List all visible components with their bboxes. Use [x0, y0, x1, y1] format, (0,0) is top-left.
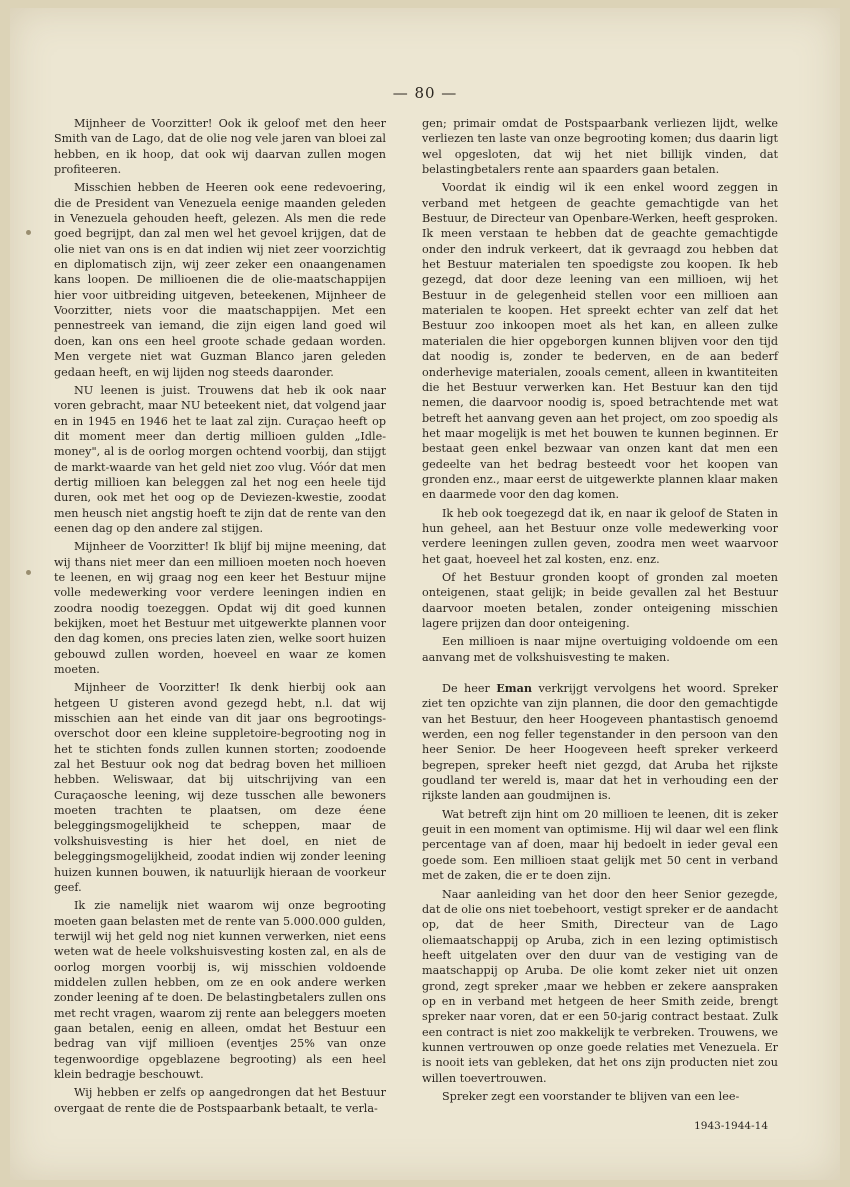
right-column: [422, 116, 778, 1107]
paragraph: Wat betreft zijn hint om 20 millioen te leenen, dit is zeker geuit in een moment van optimisme. Hij wil daar wel een flink percentage van af doen, maar hij bedoelt in ieder geval een goede som. Een millioen staat gelijk met 50 cent in verband met de zaken, die er te doen zijn.: [422, 807, 778, 883]
paragraph: Mijnheer de Voorzitter! Ook ik geloof met den heer Smith van de Lago, dat de olie nog vele jaren van bloei zal hebben, en ik hoop, dat ook wij daarvan zullen mogen profiteeren.: [54, 117, 386, 177]
paragraph: Spreker zegt een voorstander te blijven van een lee-: [442, 1089, 740, 1103]
punch-hole: [26, 570, 31, 575]
speaker-text: verkrijgt vervolgens het woord. Spreker ziet ten opzichte van zijn plannen, die door den gemachtigde van het Bestuur, den heer Hoogeveen phantastisch genoemd werden, een nog feller tegenstander in den persoon van den heer Senior. De heer Hoogeveen heeft spreker verkeerd begrepen, spreker heeft niet gezgd, dat Aruba het rijkste goudland ter wereld is, maar dat het in verhouding een der rijkste landen aan goudmijnen is.: [422, 682, 779, 803]
paragraph: Ik zie namelijk niet waarom wij onze begrooting moeten gaan belasten met de rente van 5.000.000 gulden, terwijl wij het geld nog niet kunnen verwerken, niet eens weten wat de heele volkshuisvesting kosten zal, en als de oorlog morgen voorbij is, wij misschien voldoende middelen zullen hebben, om ze en ook andere werken zonder leening af te doen. De belastingbetalers zullen ons met recht vragen, waarom zij rente aan beleggers moeten gaan betalen, eenig en alleen, omdat het Bestuur een bedrag van vijf millioen (eventjes 25% van onze tegenwoordige opgeblazene begrooting) als een heel klein bedragje beschouwt.: [54, 899, 386, 1081]
paragraph: Misschien hebben de Heeren ook eene redevoering, die de President van Venezuela eenige maanden geleden in Venezuela gehouden heeft, gelezen. Als men die rede goed begrijpt, dan zal men wel het gevoel krijgen, dat de olie niet van ons is en dat indien wij niet zeer voorzichtig en diplomatisch zijn, wij zeer zeker een onaangenamen kans loopen. De millioenen die de olie-maatschappijen hier voor uitbreiding uitgeven, beteekenen, Mijnheer de Voorzitter, niets voor die maatschappijen. Met een pennestreek van iemand, die zijn eigen land goed wil doen, kan ons een heel groote schade gedaan worden. Men vergete niet wat Guzman Blanco jaren geleden gedaan heeft, en wij lijden nog steeds daaronder.: [54, 181, 386, 379]
paragraph: Mijnheer de Voorzitter! Ik blijf bij mijne meening, dat wij thans niet meer dan een millioen moeten noch hoeven te leenen, en wij graag nog een keer het Bestuur mijne volle medewerking voor verdere leeningen indien en zoodra noodig toezeggen. Opdat wij dit goed kunnen bekijken, moet het Bestuur met uitgewerkte plannen voor den dag komen, ons precies laten zien, welke soort huizen gebouwd zullen worden, hoeveel en waar ze komen moeten.: [54, 540, 386, 677]
paragraph-continuation: gen; primair omdat de Postspaarbank verliezen lijdt, welke verliezen ten laste van onze begrooting komen; dus daarin ligt wel opgesloten, dat wij het niet billijk vinden, dat belastingbetalers rente aan spaarders gaan betalen.: [422, 117, 778, 177]
document-page: [10, 8, 840, 1180]
document-code: 1943-1944-14: [694, 1120, 768, 1132]
paragraph: Wij hebben er zelfs op aangedrongen dat het Bestuur overgaat de rente die de Postspaarbank betaalt, te verla-: [54, 1086, 386, 1115]
paragraph: Mijnheer de Voorzitter! Ik denk hierbij ook aan hetgeen U gisteren avond gezegd hebt, n.l. dat wij misschien aan het einde van dit jaar ons begrootings-overschot door een kleine suppletoire-begrooting nog in het te stichten fonds zullen kunnen storten; zoodoende zal het Bestuur ook nog dat bedrag boven het millioen hebben. Weliswaar, dat bij uitschrijving van een Curaçaosche leening, wij deze tusschen alle bewoners moeten trachten te plaatsen, om deze éene beleggingsmogelijkheid te scheppen, maar de volkshuisvesting is hier het doel, en niet de beleggingsmogelijkheid, zoodat indien wij zonder leening huizen kunnen bouwen, ik natuurlijk hieraan de voorkeur geef.: [54, 681, 386, 894]
paragraph: Ik heb ook toegezegd dat ik, en naar ik geloof de Staten in hun geheel, aan het Bestuur onze volle medewerking voor verdere leeningen zullen geven, zoodra men weet waarvoor het gaat, hoeveel het zal kosten, enz. enz.: [422, 506, 778, 566]
page-number: — 80 —: [392, 84, 458, 102]
speaker-name: Eman: [496, 681, 533, 696]
paragraph: Een millioen is naar mijne overtuiging voldoende om een aanvang met de volkshuisvesting te maken.: [422, 635, 778, 664]
paragraph: Voordat ik eindig wil ik een enkel woord zeggen in verband met hetgeen de geachte gemachtigde van het Bestuur, de Directeur van Openbare-Werken, heeft gesproken. Ik meen verstaan te hebben dat de geachte gemachtigde onder den indruk verkeert, dat ik gevraagd zou hebben dat het Bestuur materialen ten spoedigste zou koopen. Ik heb gezegd, dat door deze leening van een millioen, wij het Bestuur in de gelegenheid stellen voor een millioen aan materialen te koopen. Het spreekt echter van zelf dat het Bestuur zoo inkoopen moet als het kan, en alleen zulke materialen die hier opgeborgen kunnen blijven voor den tijd dat noodig is, zonder te bederven, en de aan bederf onderhevige materialen, zooals cement, alleen in kwantiteiten die het Bestuur verwerken kan. Het Bestuur kan den tijd nemen, die daarvoor noodig is, spoed betrachtende met wat betreft het aanvang geven aan het project, om zoo spoedig als het maar mogelijk is met het bouwen te kunnen beginnen. Er bestaat geen enkel bezwaar van onzen kant dat men een gedeelte van het bedrag besteedt voor het koopen van gronden enz., maar eerst de uitgewerkte plannen klaar maken en daarmede voor den dag komen.: [422, 181, 778, 502]
speaker-intro: De heer: [442, 682, 497, 696]
left-column: [54, 116, 386, 1119]
paragraph: Naar aanleiding van het door den heer Senior gezegde, dat de olie ons niet toebehoort, vestigt spreker er de aandacht op, dat de heer Smith, Directeur van de Lago oliemaatschappij op Aruba, zich in een lezing optimistisch heeft uitgelaten over den duur van de vestiging van de maatschappij op Aruba. De olie komt zeker niet uit onzen grond, zegt spreker ,maar we hebben er zekere aanspraken op en in verband met hetgeen de heer Smith zeide, brengt spreker naar voren, dat er een 50-jarig contract bestaat. Zulk een contract is niet zoo makkelijk te verbreken. Trouwens, we kunnen vertrouwen op onze goede relaties met Venezuela. Er is nooit iets van gebleken, dat het ons zijn producten niet zou willen toevertrouwen.: [422, 887, 778, 1085]
paragraph: NU leenen is juist. Trouwens dat heb ik ook naar voren gebracht, maar NU beteekent niet, dat volgend jaar en in 1945 en 1946 het te laat zal zijn. Curaçao heeft op dit moment meer dan dertig millioen gulden „Idle-money", al is de oorlog morgen ochtend voorbij, dan stijgt de markt-waarde van het geld niet zoo vlug. Vóór dat men dertig millioen kan beleggen zal het nog een heele tijd duren, ook met het oog op de Deviezen-kwestie, zoodat men heusch niet angstig hoeft te zijn dat de rente van den eenen dag op den andere zal stijgen.: [54, 383, 386, 535]
punch-hole: [26, 230, 31, 235]
paragraph: Of het Bestuur gronden koopt of gronden zal moeten onteigenen, staat gelijk; in beide gevallen zal het Bestuur daarvoor moeten betalen, zonder onteigening misschien lagere prijzen dan door onteigening.: [422, 570, 778, 630]
speaker-paragraph: [422, 681, 778, 804]
